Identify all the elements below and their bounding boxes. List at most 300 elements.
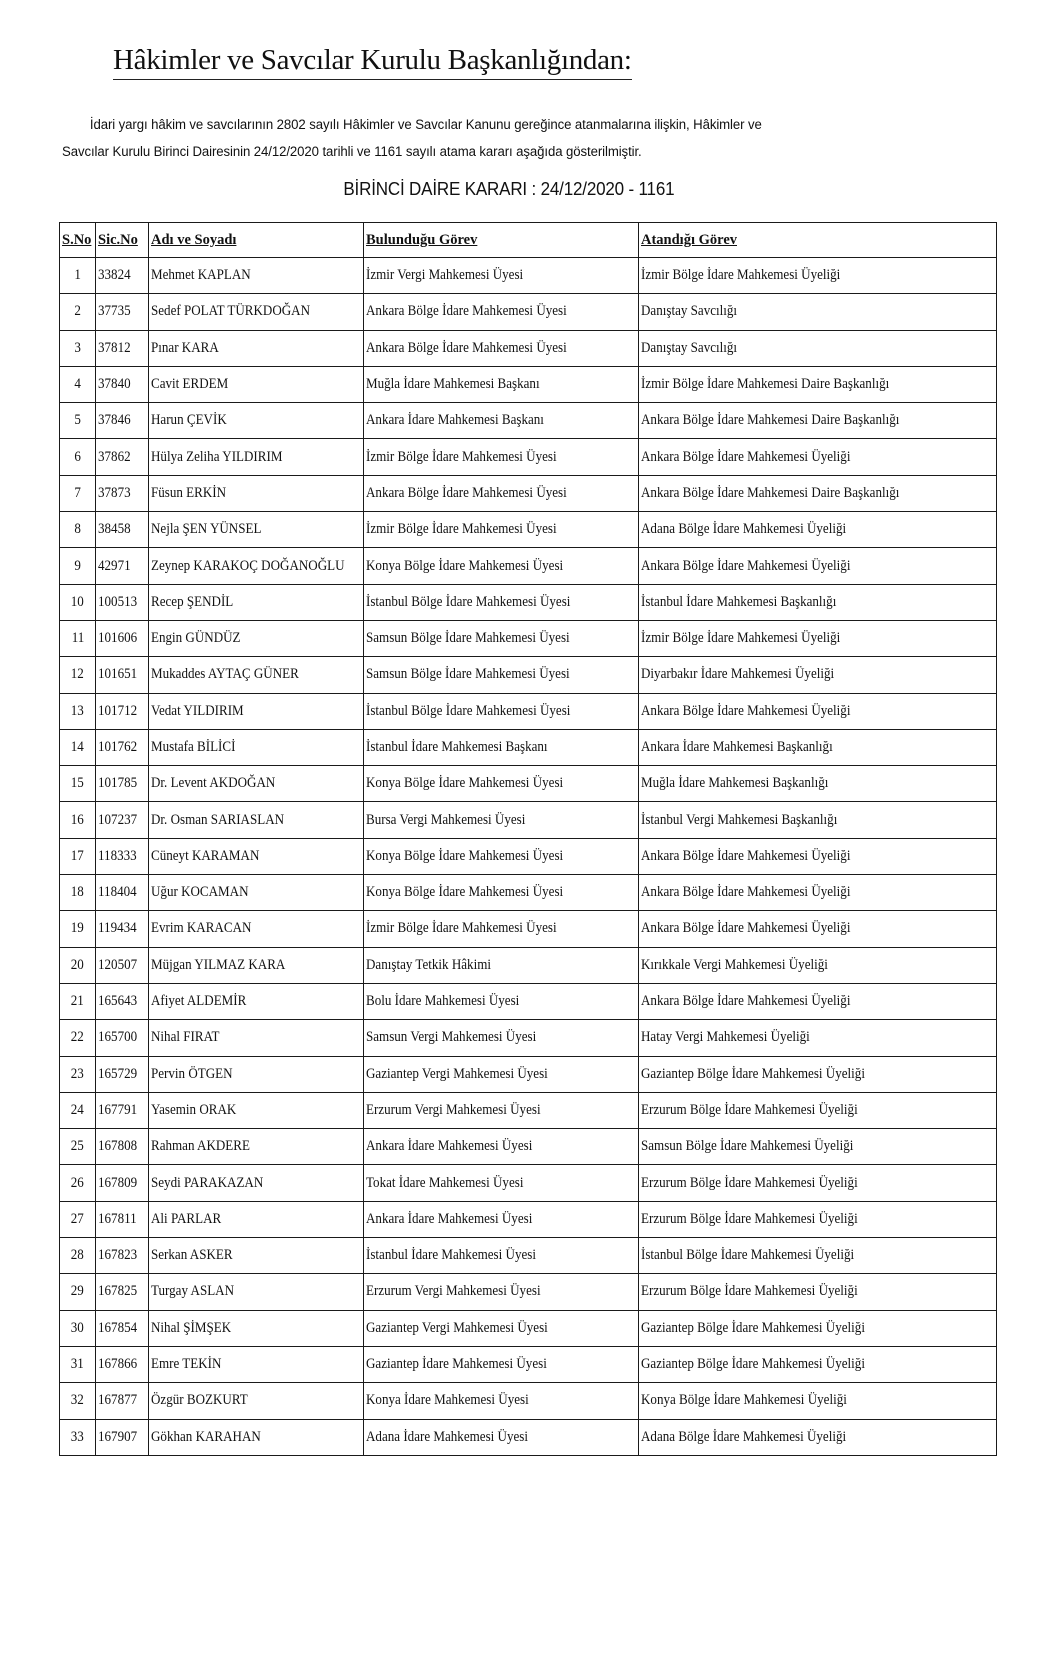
table-body bbox=[60, 258, 997, 1456]
row-current-position-cell bbox=[364, 1092, 639, 1128]
row-assigned-position-cell bbox=[639, 258, 997, 294]
row-assigned-position: İzmir Bölge İdare Mahkemesi Daire Başkanlığı bbox=[641, 376, 890, 393]
row-sicil-no-cell bbox=[96, 838, 149, 874]
row-current-position: İstanbul İdare Mahkemesi Başkanı bbox=[366, 739, 548, 755]
row-sicil-no-cell bbox=[96, 802, 149, 838]
row-sno: 27 bbox=[70, 1210, 85, 1227]
table-row bbox=[60, 403, 997, 439]
row-assigned-position: Ankara Bölge İdare Mahkemesi Üyeliği bbox=[641, 702, 851, 719]
row-current-position: Ankara İdare Mahkemesi Üyesi bbox=[366, 1210, 533, 1227]
row-sno-cell bbox=[60, 366, 96, 402]
row-assigned-position: Samsun Bölge İdare Mahkemesi Üyeliği bbox=[641, 1138, 854, 1155]
row-name-cell bbox=[149, 1201, 364, 1237]
paragraph-line-1: İdari yargı hâkim ve savcılarının 2802 sayılı Hâkimler ve Savcılar Kanunu gereğince atanmalarına ilişkin, Hâkimler ve bbox=[89, 117, 762, 133]
row-current-position: Erzurum Vergi Mahkemesi Üyesi bbox=[366, 1283, 541, 1300]
table-row bbox=[60, 1201, 997, 1237]
row-assigned-position: İstanbul Bölge İdare Mahkemesi Üyeliği bbox=[641, 1247, 855, 1264]
row-current-position-cell bbox=[364, 1274, 639, 1310]
row-name: Füsun ERKİN bbox=[151, 484, 227, 501]
row-sicil-no: 167877 bbox=[98, 1392, 138, 1409]
row-current-position-cell bbox=[364, 729, 639, 765]
row-current-position-cell bbox=[364, 1201, 639, 1237]
row-name-cell bbox=[149, 1238, 364, 1274]
row-assigned-position: İstanbul İdare Mahkemesi Başkanlığı bbox=[641, 593, 837, 610]
row-sno: 15 bbox=[70, 775, 85, 792]
row-assigned-position-cell bbox=[639, 657, 997, 693]
row-current-position-cell bbox=[364, 258, 639, 294]
row-sicil-no: 37735 bbox=[98, 303, 131, 320]
table-row bbox=[60, 258, 997, 294]
row-sno-cell bbox=[60, 729, 96, 765]
row-current-position: Danıştay Tetkik Hâkimi bbox=[366, 956, 491, 973]
row-name: Harun ÇEVİK bbox=[151, 412, 227, 429]
row-assigned-position: Diyarbakır İdare Mahkemesi Üyeliği bbox=[641, 666, 835, 683]
row-sicil-no-cell bbox=[96, 1056, 149, 1092]
row-sicil-no: 107237 bbox=[98, 811, 138, 828]
row-sno: 5 bbox=[74, 412, 81, 429]
row-sno: 22 bbox=[70, 1029, 85, 1046]
row-sicil-no-cell bbox=[96, 1310, 149, 1346]
row-assigned-position-cell bbox=[639, 911, 997, 947]
row-sicil-no: 101651 bbox=[98, 666, 138, 683]
row-name-cell bbox=[149, 439, 364, 475]
row-assigned-position: Ankara Bölge İdare Mahkemesi Üyeliği bbox=[641, 920, 851, 937]
row-name: Ali PARLAR bbox=[151, 1210, 222, 1227]
row-sicil-no: 37840 bbox=[98, 376, 131, 393]
row-current-position-cell bbox=[364, 766, 639, 802]
row-sno-cell bbox=[60, 1238, 96, 1274]
row-assigned-position: Kırıkkale Vergi Mahkemesi Üyeliği bbox=[641, 956, 828, 973]
decision-heading: BİRİNCİ DAİRE KARARI : 24/12/2020 - 1161 bbox=[343, 178, 675, 199]
row-sicil-no: 167825 bbox=[98, 1283, 138, 1300]
row-sicil-no: 119434 bbox=[98, 920, 137, 937]
row-sicil-no: 167854 bbox=[98, 1319, 138, 1336]
row-name: Cavit ERDEM bbox=[151, 376, 229, 393]
row-sno-cell bbox=[60, 911, 96, 947]
row-name: Rahman AKDERE bbox=[151, 1138, 250, 1155]
row-assigned-position-cell bbox=[639, 475, 997, 511]
row-name: Recep ŞENDİL bbox=[151, 593, 234, 610]
row-assigned-position: Muğla İdare Mahkemesi Başkanlığı bbox=[641, 775, 829, 792]
row-sno: 16 bbox=[70, 811, 85, 828]
row-sicil-no-cell bbox=[96, 548, 149, 584]
row-name: Afiyet ALDEMİR bbox=[151, 993, 247, 1010]
row-sicil-no-cell bbox=[96, 1238, 149, 1274]
row-sicil-no: 167907 bbox=[98, 1428, 138, 1445]
row-sno: 6 bbox=[74, 448, 81, 465]
row-sno-cell bbox=[60, 620, 96, 656]
row-sicil-no: 165643 bbox=[98, 993, 138, 1010]
row-current-position: Ankara İdare Mahkemesi Başkanı bbox=[366, 412, 544, 429]
table-row bbox=[60, 475, 997, 511]
row-name: Engin GÜNDÜZ bbox=[151, 630, 241, 647]
row-name-cell bbox=[149, 1310, 364, 1346]
row-assigned-position-cell bbox=[639, 330, 997, 366]
row-current-position-cell bbox=[364, 1383, 639, 1419]
row-current-position-cell bbox=[364, 657, 639, 693]
row-sicil-no-cell bbox=[96, 620, 149, 656]
row-current-position-cell bbox=[364, 1165, 639, 1201]
row-current-position-cell bbox=[364, 1419, 639, 1455]
row-sno-cell bbox=[60, 475, 96, 511]
table-row bbox=[60, 1310, 997, 1346]
row-sno: 18 bbox=[70, 884, 85, 901]
row-assigned-position-cell bbox=[639, 512, 997, 548]
row-sicil-no-cell bbox=[96, 693, 149, 729]
row-assigned-position-cell bbox=[639, 366, 997, 402]
row-sicil-no: 165729 bbox=[98, 1065, 138, 1082]
row-current-position-cell bbox=[364, 1020, 639, 1056]
row-sicil-no: 165700 bbox=[98, 1029, 138, 1046]
row-current-position-cell bbox=[364, 584, 639, 620]
row-sicil-no-cell bbox=[96, 729, 149, 765]
row-assigned-position: Gaziantep Bölge İdare Mahkemesi Üyeliği bbox=[641, 1356, 865, 1373]
row-sicil-no-cell bbox=[96, 875, 149, 911]
row-current-position-cell bbox=[364, 403, 639, 439]
row-name-cell bbox=[149, 548, 364, 584]
row-sno: 26 bbox=[70, 1174, 85, 1191]
row-assigned-position-cell bbox=[639, 766, 997, 802]
row-sicil-no-cell bbox=[96, 366, 149, 402]
row-assigned-position: Adana Bölge İdare Mahkemesi Üyeliği bbox=[641, 521, 847, 538]
row-current-position: Gaziantep Vergi Mahkemesi Üyesi bbox=[366, 1065, 548, 1082]
table-row bbox=[60, 1238, 997, 1274]
row-current-position: Erzurum Vergi Mahkemesi Üyesi bbox=[366, 1101, 541, 1118]
row-assigned-position-cell bbox=[639, 838, 997, 874]
row-assigned-position-cell bbox=[639, 1165, 997, 1201]
row-sno-cell bbox=[60, 1165, 96, 1201]
table-row bbox=[60, 294, 997, 330]
row-sicil-no: 37873 bbox=[98, 484, 131, 501]
row-name-cell bbox=[149, 620, 364, 656]
row-assigned-position-cell bbox=[639, 729, 997, 765]
table-row bbox=[60, 330, 997, 366]
row-sicil-no-cell bbox=[96, 1419, 149, 1455]
row-name: Emre TEKİN bbox=[151, 1356, 222, 1373]
row-name: Yasemin ORAK bbox=[151, 1101, 237, 1118]
row-name-cell bbox=[149, 1419, 364, 1455]
row-assigned-position-cell bbox=[639, 403, 997, 439]
row-sno-cell bbox=[60, 512, 96, 548]
row-name-cell bbox=[149, 1383, 364, 1419]
row-name: Dr. Levent AKDOĞAN bbox=[151, 775, 276, 792]
row-assigned-position: Ankara Bölge İdare Mahkemesi Üyeliği bbox=[641, 847, 851, 864]
row-sno: 23 bbox=[70, 1065, 85, 1082]
row-sno-cell bbox=[60, 258, 96, 294]
row-sno: 11 bbox=[71, 630, 84, 647]
row-assigned-position-cell bbox=[639, 693, 997, 729]
row-sno-cell bbox=[60, 657, 96, 693]
row-sno: 17 bbox=[70, 847, 85, 864]
header-current-position: Bulunduğu Görev bbox=[364, 223, 639, 258]
row-sno-cell bbox=[60, 766, 96, 802]
row-name-cell bbox=[149, 366, 364, 402]
row-current-position-cell bbox=[364, 875, 639, 911]
row-name: Serkan ASKER bbox=[151, 1247, 233, 1264]
row-current-position: Tokat İdare Mahkemesi Üyesi bbox=[366, 1174, 524, 1191]
row-sicil-no: 100513 bbox=[98, 593, 138, 610]
row-current-position: Ankara Bölge İdare Mahkemesi Üyesi bbox=[366, 484, 567, 501]
row-sno-cell bbox=[60, 1274, 96, 1310]
row-name: Cüneyt KARAMAN bbox=[151, 847, 260, 864]
row-name: Dr. Osman SARIASLAN bbox=[151, 811, 285, 828]
row-name: Nihal FIRAT bbox=[151, 1029, 220, 1046]
row-current-position: Konya Bölge İdare Mahkemesi Üyesi bbox=[366, 775, 564, 792]
table-row bbox=[60, 693, 997, 729]
row-current-position: Konya Bölge İdare Mahkemesi Üyesi bbox=[366, 847, 564, 864]
row-name: Zeynep KARAKOÇ DOĞANOĞLU bbox=[151, 557, 345, 574]
row-sicil-no: 38458 bbox=[98, 521, 131, 538]
table-row bbox=[60, 1129, 997, 1165]
row-sno: 1 bbox=[74, 267, 81, 284]
row-current-position-cell bbox=[364, 983, 639, 1019]
row-assigned-position-cell bbox=[639, 584, 997, 620]
row-current-position: Konya İdare Mahkemesi Üyesi bbox=[366, 1392, 529, 1409]
row-sicil-no-cell bbox=[96, 330, 149, 366]
row-sno: 8 bbox=[74, 521, 81, 538]
row-name-cell bbox=[149, 1274, 364, 1310]
row-assigned-position: Adana Bölge İdare Mahkemesi Üyeliği bbox=[641, 1428, 847, 1445]
row-name: Pınar KARA bbox=[151, 339, 219, 356]
row-sno-cell bbox=[60, 1419, 96, 1455]
row-assigned-position: Erzurum Bölge İdare Mahkemesi Üyeliği bbox=[641, 1283, 858, 1300]
row-sicil-no-cell bbox=[96, 258, 149, 294]
table-row bbox=[60, 911, 997, 947]
row-sno: 14 bbox=[70, 739, 85, 755]
row-sno-cell bbox=[60, 294, 96, 330]
row-current-position-cell bbox=[364, 693, 639, 729]
row-name-cell bbox=[149, 875, 364, 911]
row-current-position: İzmir Bölge İdare Mahkemesi Üyesi bbox=[366, 448, 557, 465]
row-current-position-cell bbox=[364, 838, 639, 874]
row-sicil-no: 167808 bbox=[98, 1138, 138, 1155]
row-name-cell bbox=[149, 693, 364, 729]
row-sno: 20 bbox=[70, 956, 85, 973]
row-name-cell bbox=[149, 947, 364, 983]
row-assigned-position: Danıştay Savcılığı bbox=[641, 303, 738, 320]
row-name-cell bbox=[149, 403, 364, 439]
row-assigned-position: Ankara Bölge İdare Mahkemesi Üyeliği bbox=[641, 448, 851, 465]
header-sicil-no: Sic.No bbox=[96, 223, 149, 258]
row-sicil-no: 37862 bbox=[98, 448, 131, 465]
row-sno: 29 bbox=[70, 1283, 85, 1300]
row-sno-cell bbox=[60, 875, 96, 911]
row-assigned-position-cell bbox=[639, 1310, 997, 1346]
row-current-position: İzmir Bölge İdare Mahkemesi Üyesi bbox=[366, 920, 557, 937]
row-sicil-no: 37812 bbox=[98, 339, 131, 356]
row-assigned-position-cell bbox=[639, 947, 997, 983]
row-current-position: Konya Bölge İdare Mahkemesi Üyesi bbox=[366, 557, 564, 574]
row-sicil-no: 101762 bbox=[98, 739, 138, 755]
row-sicil-no-cell bbox=[96, 1274, 149, 1310]
row-sicil-no: 167791 bbox=[98, 1101, 138, 1118]
row-sno-cell bbox=[60, 1346, 96, 1382]
header-assigned-position: Atandığı Görev bbox=[639, 223, 997, 258]
row-assigned-position: Ankara Bölge İdare Mahkemesi Daire Başkanlığı bbox=[641, 484, 900, 501]
row-current-position: İstanbul Bölge İdare Mahkemesi Üyesi bbox=[366, 702, 571, 719]
row-sno-cell bbox=[60, 1056, 96, 1092]
row-current-position: Samsun Bölge İdare Mahkemesi Üyesi bbox=[366, 666, 570, 683]
row-sicil-no: 167809 bbox=[98, 1174, 138, 1191]
row-sno-cell bbox=[60, 548, 96, 584]
row-assigned-position-cell bbox=[639, 1092, 997, 1128]
row-assigned-position: Danıştay Savcılığı bbox=[641, 339, 738, 356]
row-name-cell bbox=[149, 512, 364, 548]
row-sno-cell bbox=[60, 1092, 96, 1128]
row-assigned-position-cell bbox=[639, 439, 997, 475]
row-name-cell bbox=[149, 766, 364, 802]
row-assigned-position: Gaziantep Bölge İdare Mahkemesi Üyeliği bbox=[641, 1319, 865, 1336]
row-assigned-position-cell bbox=[639, 1238, 997, 1274]
row-sno: 21 bbox=[70, 993, 85, 1010]
row-current-position-cell bbox=[364, 475, 639, 511]
row-sicil-no: 167823 bbox=[98, 1247, 138, 1264]
row-sno: 33 bbox=[70, 1428, 85, 1445]
row-assigned-position: Erzurum Bölge İdare Mahkemesi Üyeliği bbox=[641, 1210, 858, 1227]
table-row bbox=[60, 766, 997, 802]
table-row bbox=[60, 366, 997, 402]
row-name: Nihal ŞİMŞEK bbox=[151, 1319, 232, 1336]
row-assigned-position-cell bbox=[639, 1056, 997, 1092]
row-name-cell bbox=[149, 802, 364, 838]
row-current-position-cell bbox=[364, 294, 639, 330]
row-current-position: Gaziantep Vergi Mahkemesi Üyesi bbox=[366, 1319, 548, 1336]
row-assigned-position-cell bbox=[639, 620, 997, 656]
row-sicil-no: 37846 bbox=[98, 412, 131, 429]
table-row bbox=[60, 1346, 997, 1382]
table-row bbox=[60, 983, 997, 1019]
row-current-position-cell bbox=[364, 802, 639, 838]
row-name-cell bbox=[149, 330, 364, 366]
row-name: Vedat YILDIRIM bbox=[151, 702, 244, 719]
row-name: Uğur KOCAMAN bbox=[151, 884, 249, 901]
row-name: Sedef POLAT TÜRKDOĞAN bbox=[151, 303, 311, 320]
row-sicil-no-cell bbox=[96, 512, 149, 548]
row-sno: 9 bbox=[74, 557, 81, 574]
row-name-cell bbox=[149, 584, 364, 620]
row-sno: 24 bbox=[70, 1101, 85, 1118]
row-sicil-no-cell bbox=[96, 766, 149, 802]
row-assigned-position: Ankara Bölge İdare Mahkemesi Daire Başkanlığı bbox=[641, 412, 900, 429]
row-name-cell bbox=[149, 258, 364, 294]
row-sno: 28 bbox=[70, 1247, 85, 1264]
row-assigned-position: Erzurum Bölge İdare Mahkemesi Üyeliği bbox=[641, 1101, 858, 1118]
row-current-position-cell bbox=[364, 947, 639, 983]
row-current-position-cell bbox=[364, 620, 639, 656]
row-assigned-position: Ankara Bölge İdare Mahkemesi Üyeliği bbox=[641, 884, 851, 901]
row-sno: 12 bbox=[70, 666, 85, 683]
document-title: Hâkimler ve Savcılar Kurulu Başkanlığından: bbox=[113, 42, 632, 80]
row-sno: 4 bbox=[74, 376, 81, 393]
row-current-position-cell bbox=[364, 1310, 639, 1346]
row-sno: 30 bbox=[70, 1319, 85, 1336]
row-sno-cell bbox=[60, 693, 96, 729]
row-sicil-no-cell bbox=[96, 657, 149, 693]
row-sicil-no-cell bbox=[96, 1383, 149, 1419]
row-assigned-position-cell bbox=[639, 1020, 997, 1056]
row-sno: 3 bbox=[74, 339, 81, 356]
table-row bbox=[60, 512, 997, 548]
row-sno-cell bbox=[60, 838, 96, 874]
intro-paragraph bbox=[62, 112, 955, 166]
row-sno-cell bbox=[60, 1310, 96, 1346]
row-sicil-no-cell bbox=[96, 584, 149, 620]
row-sicil-no: 120507 bbox=[98, 956, 138, 973]
row-sicil-no: 101712 bbox=[98, 702, 138, 719]
table-row bbox=[60, 838, 997, 874]
row-name-cell bbox=[149, 1165, 364, 1201]
row-assigned-position: İstanbul Vergi Mahkemesi Başkanlığı bbox=[641, 811, 838, 828]
row-name: Mustafa BİLİCİ bbox=[151, 739, 236, 755]
row-sno-cell bbox=[60, 403, 96, 439]
row-name-cell bbox=[149, 1020, 364, 1056]
row-assigned-position: Erzurum Bölge İdare Mahkemesi Üyeliği bbox=[641, 1174, 858, 1191]
row-current-position: İstanbul Bölge İdare Mahkemesi Üyesi bbox=[366, 593, 571, 610]
header-name: Adı ve Soyadı bbox=[149, 223, 364, 258]
row-current-position-cell bbox=[364, 330, 639, 366]
row-sicil-no-cell bbox=[96, 1020, 149, 1056]
row-name-cell bbox=[149, 911, 364, 947]
row-assigned-position-cell bbox=[639, 1419, 997, 1455]
row-current-position: Ankara Bölge İdare Mahkemesi Üyesi bbox=[366, 339, 567, 356]
row-sicil-no-cell bbox=[96, 1346, 149, 1382]
row-name: Nejla ŞEN YÜNSEL bbox=[151, 521, 262, 538]
table-row bbox=[60, 1020, 997, 1056]
row-assigned-position-cell bbox=[639, 1201, 997, 1237]
row-assigned-position-cell bbox=[639, 294, 997, 330]
row-sno-cell bbox=[60, 439, 96, 475]
row-name: Pervin ÖTGEN bbox=[151, 1065, 233, 1082]
row-assigned-position-cell bbox=[639, 875, 997, 911]
table-row bbox=[60, 584, 997, 620]
row-sicil-no: 167866 bbox=[98, 1356, 138, 1373]
row-current-position: Konya Bölge İdare Mahkemesi Üyesi bbox=[366, 884, 564, 901]
row-name-cell bbox=[149, 729, 364, 765]
row-sno: 7 bbox=[74, 484, 81, 501]
row-sno: 32 bbox=[70, 1392, 85, 1409]
table-row bbox=[60, 947, 997, 983]
row-name-cell bbox=[149, 1346, 364, 1382]
row-current-position-cell bbox=[364, 1129, 639, 1165]
row-current-position-cell bbox=[364, 512, 639, 548]
row-current-position-cell bbox=[364, 548, 639, 584]
appointment-table bbox=[59, 222, 997, 1456]
row-sno: 13 bbox=[70, 702, 85, 719]
row-sno: 31 bbox=[70, 1356, 85, 1373]
row-sno: 2 bbox=[74, 303, 81, 320]
row-sicil-no-cell bbox=[96, 1129, 149, 1165]
row-assigned-position: Ankara Bölge İdare Mahkemesi Üyeliği bbox=[641, 557, 851, 574]
row-current-position: Samsun Vergi Mahkemesi Üyesi bbox=[366, 1029, 537, 1046]
row-assigned-position: Ankara Bölge İdare Mahkemesi Üyeliği bbox=[641, 993, 851, 1010]
row-current-position: Bursa Vergi Mahkemesi Üyesi bbox=[366, 811, 526, 828]
row-current-position-cell bbox=[364, 1056, 639, 1092]
row-sicil-no: 101785 bbox=[98, 775, 138, 792]
row-sno-cell bbox=[60, 1020, 96, 1056]
table-row bbox=[60, 1165, 997, 1201]
row-name-cell bbox=[149, 657, 364, 693]
table-row bbox=[60, 1383, 997, 1419]
row-current-position: Ankara İdare Mahkemesi Üyesi bbox=[366, 1138, 533, 1155]
table-row bbox=[60, 548, 997, 584]
row-current-position: İzmir Bölge İdare Mahkemesi Üyesi bbox=[366, 521, 557, 538]
row-current-position-cell bbox=[364, 439, 639, 475]
decision-heading-wrap bbox=[0, 178, 1063, 200]
table-row bbox=[60, 875, 997, 911]
table-row bbox=[60, 1419, 997, 1455]
row-sicil-no-cell bbox=[96, 1092, 149, 1128]
row-current-position: Adana İdare Mahkemesi Üyesi bbox=[366, 1428, 528, 1445]
